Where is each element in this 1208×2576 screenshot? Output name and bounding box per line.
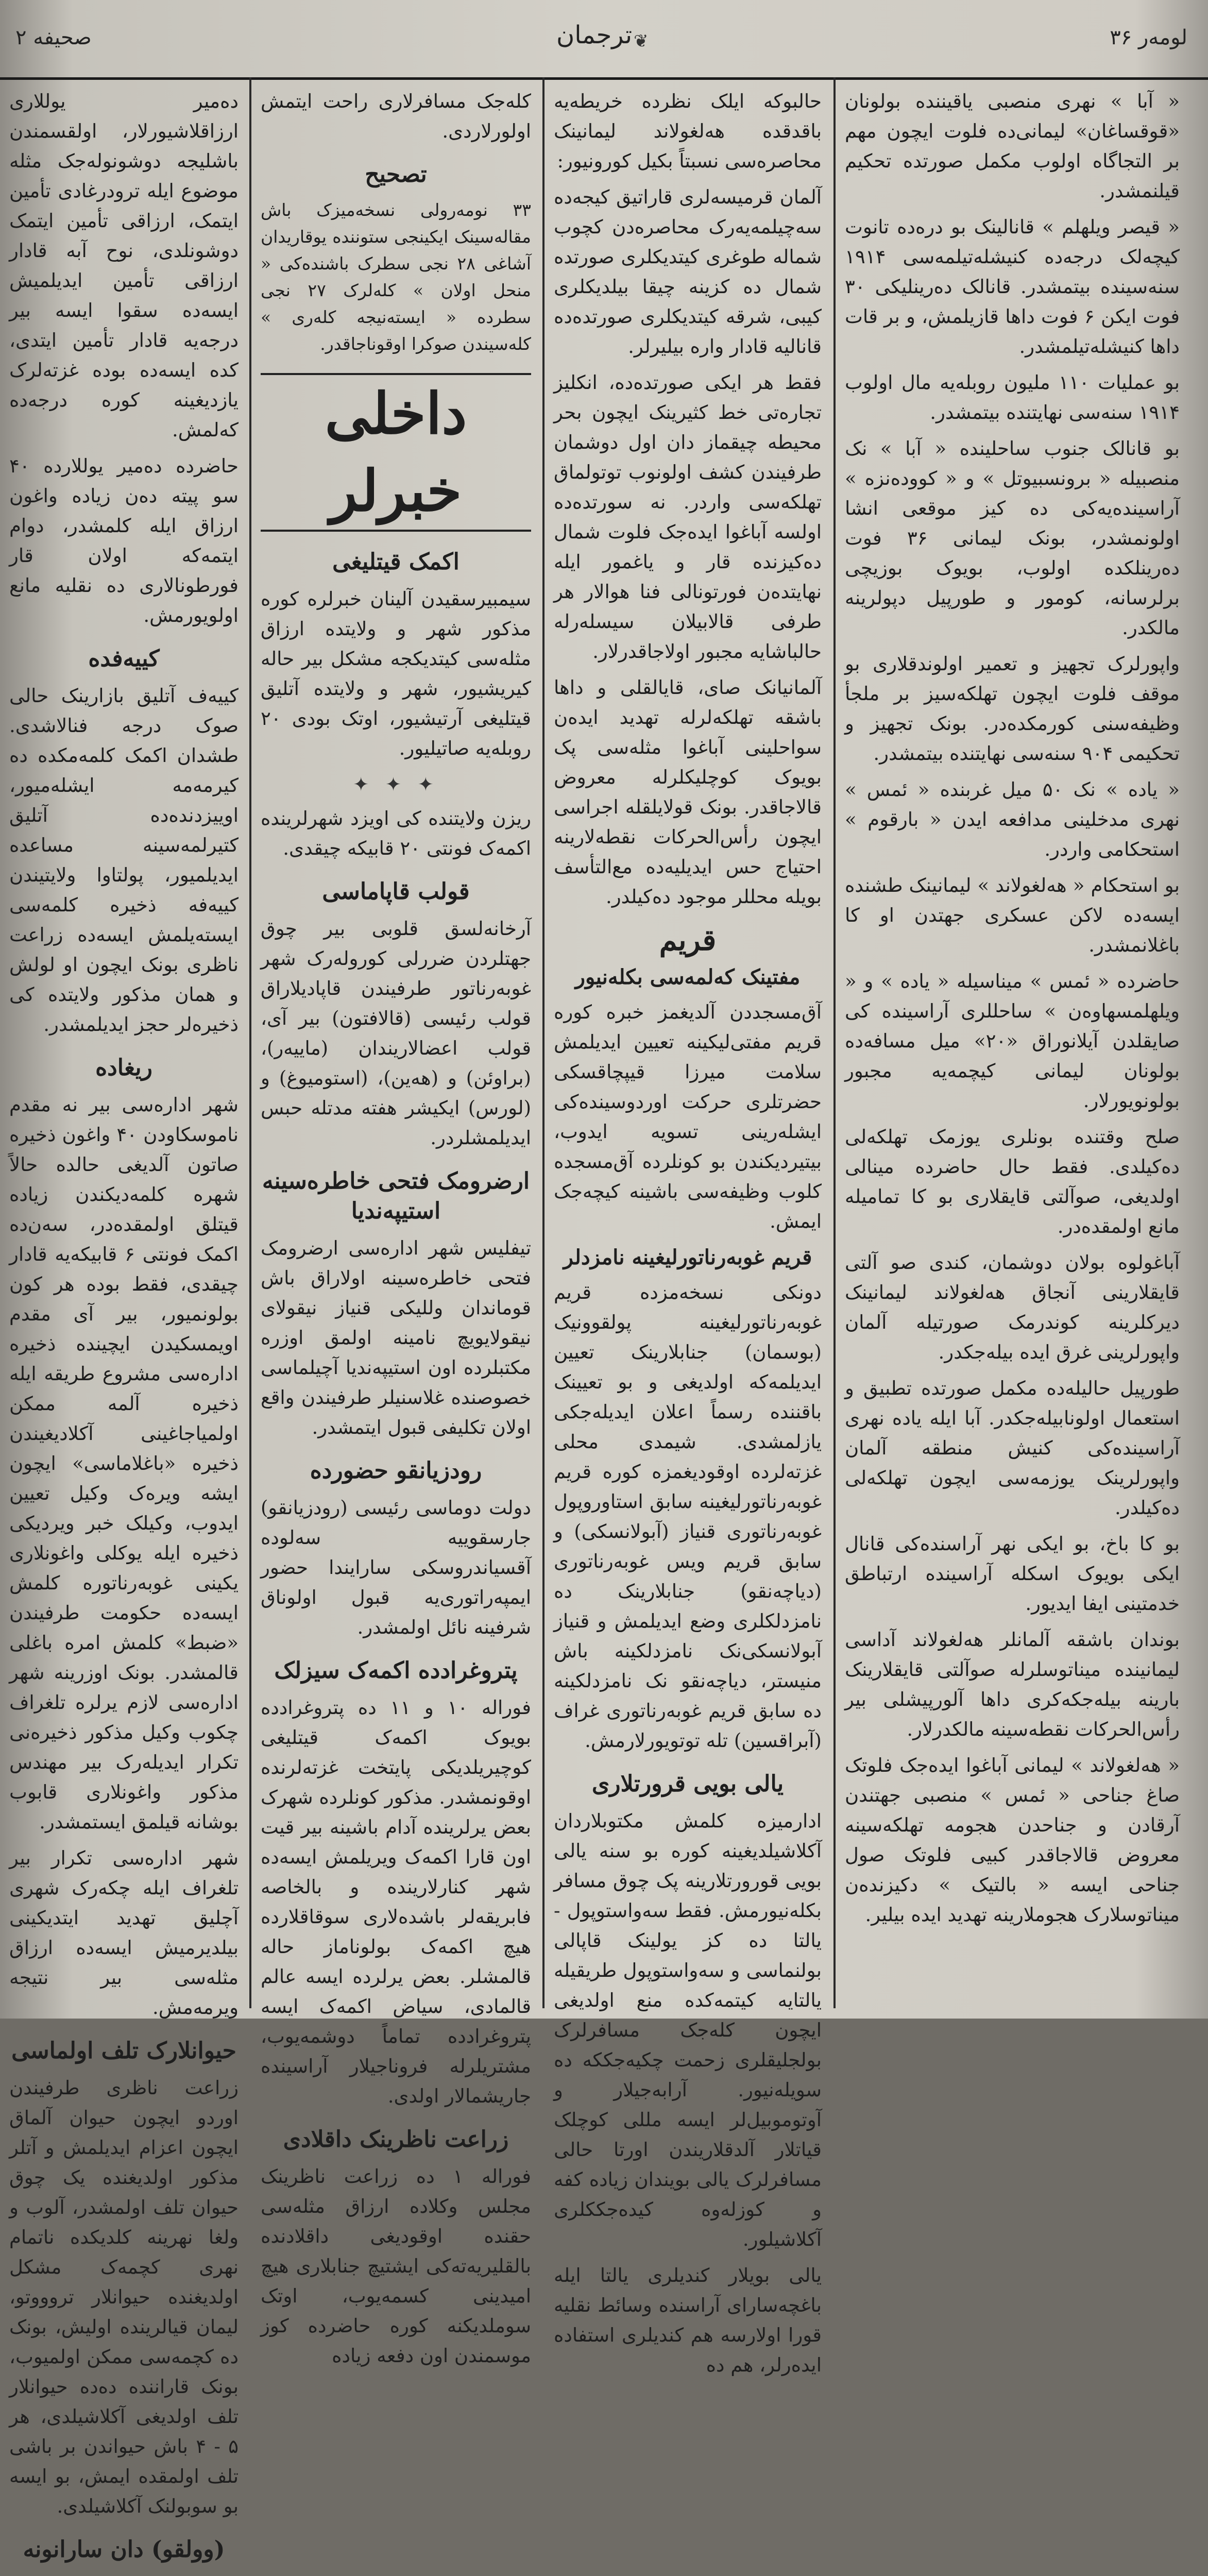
article-paragraph: کییه‌ف آتلیق بازارینک حالی صوک درجه فنالاشدی. طشدان اکمک کلمه‌مکده ده کیرمه‌مه ایشله‌میور، اوییزدنده‌ده آتلیق کتیرلمه‌سینه مساعده ایدیلمیور، پولتاوا ولایتیندن کییه‌فه ذخیره کلمه‌سی ایسته‌یلمش ایسه‌ده زراعت ناظری بونک ایچون او لولش و همان مذکور ولایتده کی ذخیره‌لر حجز ایدیلمشدر. — [9, 685, 239, 1036]
masthead — [0, 0, 1208, 80]
article-paragraph: آق‌مسجددن آلدیغمز خبره کوره قریم مفتی‌لیکینه تعیین ایدیلمش سلامت میرزا قیپچاقسکی حضرتلری حرکت اوردوسینده‌کی ایشله‌رینی تسویه ایدوب، بیتیردیکندن بو کونلرده آق‌مسجده کلوب وظیفه‌سی باشینه کیچه‌جک ایمش. — [554, 1001, 822, 1232]
article-heading: مفتینک که‌لمه‌سی بکله‌نیور — [575, 965, 801, 989]
article-paragraph: بو استحکام « هه‌لغولاند » لیمانینک طشنده ایسه‌ده لاکن عسکری جهتدن او کا باغلانمشدر. — [845, 874, 1180, 956]
column-1 — [845, 87, 1180, 1993]
article-heading: کییه‌فده — [88, 646, 160, 672]
section-banner: داخلی خبرلر — [261, 373, 531, 532]
correction-heading: تصحیح — [365, 161, 427, 188]
article-paragraph: زراعت ناظری طرفیندن اوردو ایچون حیوان آلماق ایچون اعزام ایدیلمش و آتلر مذکور اولدیغنده یک چوق حیوان تلف اولمشدر، آلوب و ولغا نهرینه کلدیکده ناتمام نهری کچمه‌ک مشکل اولدیغنده حیوانلار تروووتو، لیمان قیالرینده اولیش، بونک ده کچمه‌سی ممکن اولمیوب، بونک قاراننده ده‌ده حیوانلار تلف اولدیغی آکلاشیلدی، هر ۵ - ۴ باش حیواندن بر باشی تلف اولمقده ایمش، بو ایسه بو سوبولنک آکلاشیلدی. — [9, 2077, 239, 2517]
column-rule — [542, 77, 545, 2008]
article-paragraph: بو کا باخ، بو ایکی نهر آراسنده‌کی قانال ایکی بویوک اسکله آراسینده ارتباطق خدمتینی ایفا ایدیور. — [845, 1533, 1180, 1615]
article-paragraph: شهر اداره‌سی بیر نه مقدم ناموسکاودن ۴۰ واغون ذخیره صاتون آلدیغی حالده حالاً شهره کلمه‌دیکندن زیاده قیتلق اولمقده‌در، سه‌ن‌ده اکمک فونتی ۶ قابیکه‌یه قادار چیقدی، فقط بوده هر کون بولونمیور، بیر آی مقدم اویمسکیدن ایچینده ذخیره اداره‌سی مشروع طریقه ایله ذخیره آلمه ممکن اولمیاجاغینی آکلادیغیندن ذخیره «باغلاماسی» ایچون ایشه‌ ویره‌ک وکیل تعیین ایدوب، وکیلک خبر ویردیکی ذخیره ایله یوکلی واغونلاری یکینی غوبه‌رناتوره کلمش ایسه‌ده حکومت طرفیندن «ضبط» کلمش امره باغلی قالمشدر. بونک اوزرینه شهر اداره‌سی لازم یرلره تلغراف چکوب وکیل مذکور ذخیره‌نی تکرار ایدیله‌رک بیر مهندس مذکور واغونلاری قابوب بوشانه قیلمق ایستمشدر. — [9, 1094, 239, 1833]
article-paragraph: واپورلرک تجهیز و تعمیر اولوندقلاری بو موقف فلوت ایچون تهلکه‌سیز بر ملجأ وظیفه‌سنی کورمکده‌در. بونک تجهیز و تحکیمی ۹۰۴ سنه‌سی نهایتنده بیتمشدر. — [845, 653, 1180, 765]
column-rule — [249, 77, 251, 2008]
article-heading: قریم غوبه‌رناتورلیغینه نامزدلر — [563, 1245, 812, 1269]
article-paragraph: یالی بویلار کندیلری یالتا ایله باغچه‌سارای آراسنده وسائط نقلیه قورا اولارسه هم کندیلری استفاده ایده‌رلر، هم ده — [554, 2264, 822, 2376]
article-heading: رودزیانقو حضورده — [310, 1458, 482, 1484]
article-paragraph: آرخانه‌لسق قلوبی بیر چوق جهتلردن ضررلی کوروله‌رک شهر غوبه‌رناتور طرفیندن قاپادیلاراق قولب رئیسی (قالافتون) بیر آی، قولب اعضالاریندان (ماییه‌ر)، (براوئن) و (هه‌ین)، (استومیوغ) و (لورس) ایکیشر هفته مدتله حبس ایدیلمشلردر. — [261, 918, 531, 1149]
article-paragraph: کله‌جک مسافرلاری راحت ایتمش اولورلاردی. — [261, 90, 531, 142]
article-paragraph: حاضرده ده‌میر یوللارده ۴۰ سو پیته ده‌ن زیاده واغون ارزاق ایله کلمشدر، دوام ایتمه‌که اولان قار فورطونالاری ده نقلیه مانع اولویورمش. — [9, 455, 239, 626]
article-heading: زراعت ناظرینک داقلادی — [283, 2126, 509, 2153]
article-paragraph: آلمان قرمیسه‌لری قاراتیق کیجه‌ده سه‌چیلمه‌یه‌رک محاصره‌دن کچوب شماله طوغری کیتدیکلری صورتده شمال ده کزینه چیقا بیلدیکلری کیبی، شرقه کیتدیکلری صورتده‌ده قانالیه قادار واره بیلیرلر. — [554, 186, 822, 358]
article-paragraph: شهر اداره‌سی تکرار بیر تلغراف ایله چکه‌رک شهری آچلیق تهدید ایتدیکینی بیلدیرمیش ایسه‌ده ارزاق مثله‌سی بیر نتیجه ویرمه‌مش. — [9, 1847, 239, 2019]
article-paragraph: طورپیل حالیله‌ده مکمل صورتده تطبیق و استعمال اولونابیله‌جکدر. آبا ایله یاده نهری آراسینده‌کی کنیش منطقه آلمان واپورلرینک یوزمه‌سی ایچون تهلکه‌لی ده‌کیلدر. — [845, 1377, 1180, 1519]
article-paragraph: آباغولوه بولان دوشمان، کندی صو آلتی قایقلارینی آنجاق هه‌لغولاند لیمانینک دیرکلرینه کوندرمک صورتیله آلمان واپورلرینی غرق ایده بیله‌جکدر. — [845, 1251, 1180, 1363]
ornament-icon: ❦ — [634, 31, 649, 52]
article-paragraph: دونکی نسخه‌مزده قریم غوبه‌رناتورلیغینه پولقوونیک (بوسمان) جنابلارینک تعیین ایدیلمه‌که اولدیغی و بو تعیینک باقننده رسماً اعلان ایدیله‌جکی یازلمشدی. شیمدی محلی غزته‌لرده اوقودیغمزه کوره قریم غوبه‌رناتورلیغینه سابق استاوروپول غوبه‌رناتوری قنیاز (آبولانسکی) و سابق قریم ویس غوبه‌رناتوری (دیاچه‌نقو) جنابلارینک ده نامزدلکلری وضع ایدیلمش و قنیاز آبولانسکی‌نک نامزدلکینه باش منیستر، دیاچه‌نقو نک نامزدلکینه ده سابق قریم غوبه‌رناتوری غراف (آبراقسین) تله‌ توتویورلارمش. — [554, 1281, 822, 1752]
article-paragraph: حاضرده « ئمس » میناسیله « یاده » و « ویلهلمسهاوه‌ن » ساحللری آراسینده کی صایقلدن آیلانوراق «۲۰» میل مسافه‌ده بولونان لیمانی کیچمه‌یه مجبور بولونویورلار. — [845, 970, 1180, 1112]
article-paragraph: فوراله ۱۰ و ۱۱ ده پتروغرادده بویوک اکمه‌ک قیتلیغی کوچیریلدیکی پایتخت غزته‌لرنده اوقونمشدر. مذکور کونلرده شهرک بعض یرلرینده آدام باشینه بیر قیت اون قارا اکمه‌ک ویریلمش ایسه‌ده شهر کنارلارینده و بالخاصه فابریقه‌لر باشده‌لاری سوقاقلارده هیچ اکمه‌ک بولوناماز حاله قالمشلر. بعض یرلرده ایسه عالم قالمادی، سیاض اکمه‌ک ایسه پتروغرادده تماماً دوشمه‌یوب، مشتریلرله فروناجیلار آراسینده جاریشمالار اولدی. — [261, 1697, 531, 2107]
article-heading: (وولقو) دان سارانونه — [23, 2536, 225, 2563]
article-heading: یالی بویی قرورتلاری — [591, 1771, 784, 1797]
article-paragraph: فقط هر ایکی صورتده‌ده، انکلیز تجاره‌تی خط کثیرینک ایچون بحر محیطه چیقماز دان اول دوشمان طرفیندن کشف اولونوب توتولماق تهلکه‌سی واردر. نه سورتده‌ده اولسه آباغوا ایده‌جک فلوت شمال ده‌کیزنده قار و یاغمور ایله نهایتده‌ن فورتونالی فنا هوالار هر طرفی قالابیلان سیسله‌رله حالباشایه مجبور اولاجاقدرلار. — [554, 371, 822, 663]
article-heading: اکمک قیتلیغی — [332, 549, 460, 575]
page-number-left: صحیفه ۲ — [15, 26, 92, 49]
article-paragraph: ادارمیزه کلمش مکتوبلاردان آکلاشیلدیغینه کوره بو سنه یالی بویی قورورتلارینه پک چوق مسافر بکله‌نیورمش. فقط سه‌واستوپول - یالتا ده کز یولینک قاپالی بولنماسی و سه‌واستوپول طریقیله یالتایه کیتمه‌کده منع اولدیغی ایچون کله‌جک مسافرلرک بولجلیقلری زحمت چکیه‌جککه ده سویله‌نیور. آرابه‌جیلار و آوتوموبیل‌لر ایسه مللی کوچلک قیاتلار آلدقلاریندن اورتا حالی مسافرلرک یالی بویندان زیاده کفه و کوزله‌وه کیده‌جککلری آکلاشیلور. — [554, 1810, 822, 2250]
article-paragraph: ریزن ولایتنده کی اویزد شهرلرینده اکمه‌ک فونتی ۲۰ قابیکه چیقدی. — [261, 807, 531, 859]
column-3 — [261, 87, 531, 2367]
article-paragraph: « یاده » نک ۵۰ میل غربنده « ئمس » نهری مدخلینی مدافعه ایدن « بارقوم » استحکامی واردر. — [845, 778, 1180, 860]
article-paragraph: ده‌میر یوللاری ارزاقلاشیورلار، اولقسمندن باشلیجه دوشونوله‌جک مثله موضوع ایله ترودرغادی تأمین ایتمک، ارزاقی تأمین ایتمک دوشونلدی، نوح آبه قادار ارزاقی تأمین ایدیلمیش ایسه‌ده سقوا ایسه بیر درجه‌یه قادار تأمین ایتدی، کده ایسه‌ده بوده غزته‌لرک یازدیغینه کوره درجه‌ده که‌لمش. — [9, 90, 239, 441]
article-paragraph: حالبوکه ایلک نظرده خریطه‌یه باقدقده هه‌لغولاند لیمانینک محاصره‌سی نسبتاً بکیل کورونیور: — [554, 90, 822, 172]
correction-text: ۳۳ نومه‌رولی نسخه‌میزک باش مقاله‌سینک ایکینجی ستوننده یوقاریدان آشاغی ۲۸ نجی سطرک باشنده‌کی « منحل اولان » کله‌لرک ۲۷ نجی سطرده « ایسته‌نیجه کله‌ری » کله‌سیندن صوکرا اوقوناجاقدر. — [261, 200, 531, 354]
article-heading: ارضرومک فتحی خاطره‌سینه استیپه‌ندیا — [262, 1168, 530, 1224]
article-paragraph: فوراله ۱ ده زراعت ناظرینک مجلس وکلاده ارزاق مثله‌سی حقنده اوقودیغی داقلادنده بالقلیریه‌ته‌کی ایشتیچ جنابلاری هیچ امیدینی کسمه‌یوب، اوتک سوملدیکنه کوره حاضرده کوز موسمندن اون دفعه زیاده — [261, 2165, 531, 2367]
article-paragraph: بو عملیات ۱۱۰ ملیون روبله‌یه مال اولوب ۱۹۱۴ سنه‌سی نهایتنده بیتمشدر. — [845, 371, 1180, 423]
article-paragraph: « قیصر ویلهلم » قانالینک بو دره‌ده تانوت کیچه‌لک درجه‌ده کنیشله‌تیلمه‌سی ۱۹۱۴ سنه‌سینده بیتمشدر. قانالک ده‌رینلیکی ۳۰ فوت ایکن ۶ فوت داها قازیلمش، و بر قات داها کنیشله‌تیلمشدر. — [845, 216, 1180, 358]
article-paragraph: بوندان باشقه آلمانلر هه‌لغولاند آداسی لیمانینده میناتوسلرله صوآلتی قایقلارینک بارینه بیله‌جکه‌کری داها آلورپیشلی بیر رأس‌الحرکات نقطه‌سینه مالکدرلار. — [845, 1629, 1180, 1740]
column-2 — [554, 87, 822, 2376]
article-paragraph: بو قانالک جنوب ساحلینده « آبا » نک منصبیله « برونسبیوتل » و « کووده‌نزه » آراسینده‌یه‌کی ده کیز موقعی انشا اولونمشدر، بونک لیمانی ۳۶ فوت ده‌رینلکده اولوب، بویوک بوزیچی برلرسانه، کومور و طورپیل دپولرینه مالکدر. — [845, 437, 1180, 639]
article-heading: پتروغرادده اکمه‌ک سیزلک — [274, 1657, 518, 1684]
newspaper-title: ترجمان — [556, 21, 633, 49]
article-heading: ریغاده — [95, 1055, 152, 1081]
article-paragraph: « هه‌لغولاند » لیمانی آباغوا ایده‌جک فلوتک صاغ جناحی « ئمس » منصبی جهتندن آرقادن و جناحدن هجومه تهلکه‌سینه معروض قالاجاقدر کبیی فلوتک صول جناحی ایسه « بالتیک » دکیزنده‌ن میناتوسلارک هجوملارینه تهدید ایده بیلیر. — [845, 1754, 1180, 1926]
article-paragraph: آلمانیانک صای، قایالقلی و داها باشقه تهلکه‌لرله تهدید ایده‌ن سواحلینی آباغوا مثله‌سی پک بویوک کوچلیکلرله معروض قالاجاقدر. بونک قولایلقله اجراسی ایچون رأس‌الحرکات نقطه‌لارینه احتیاج حس ایدیلیه‌ده مع‌التأسف بویله محللر موجود ده‌کیلدر. — [554, 676, 822, 908]
article-paragraph: « آبا » نهری منصبی یاقیننده بولونان «قوقساغان» لیمانی‌ده فلوت ایچون مهم بر التجاگاه اولوب مکمل صورتده تحکیم قیلنمشدر. — [845, 90, 1180, 202]
article-paragraph — [9, 2572, 239, 2576]
article-paragraph: دولت دوماسی رئیسی (رودزیانقو) جارسقوییه سه‌لوده آقسیاندروسکی سارایندا حضور ایمپه‌راتوری‌یه قبول اولوناق شرفینه نائل اولمشدر. — [261, 1497, 531, 1638]
article-heading: قولب قاپاماسی — [322, 878, 470, 905]
issue-number: لومه‌ر ۳۶ — [1110, 26, 1187, 49]
column-rule — [833, 77, 836, 2008]
article-paragraph: صلح وقتنده بونلری یوزمک تهلکه‌لی ده‌کیلدی. فقط حال حاضرده مینالی اولدیغی، صوآلتی قایقلاری بو کا تمامیله مانع اولمقده‌در. — [845, 1126, 1180, 1238]
section-heading-crimea: قریم — [659, 923, 717, 957]
column-4 — [9, 87, 239, 2563]
article-heading: حیوانلارک تلف اولماسی — [11, 2038, 236, 2064]
separator-icon: ✦ ✦ ✦ — [353, 773, 439, 795]
article-paragraph: سیمبیرسقیدن آلینان خبرلره کوره مذکور شهر و ولایتده ارزاق مثله‌سی کیتدیکجه مشکل بیر حاله کیریشیور، شهر و ولایتده آتلیق قیتلیغی آرتیشیور، اوتک بودی ۲۰ روبله‌یه صاتیلیور. — [261, 588, 531, 759]
article-paragraph: تیفلیس شهر اداره‌سی ارضرومک فتحی خاطره‌سینه اولاراق باش قوماندان وللیکی قنیاز نیقولای نیقولایویچ نامینه اولمق اوزره مکتبلرده اون استیپه‌ندیا آچیلماسی خصوصنده غلاسنیلر طرفیندن واقع اولان تکلیفی قبول ایتمشدر. — [261, 1237, 531, 1438]
